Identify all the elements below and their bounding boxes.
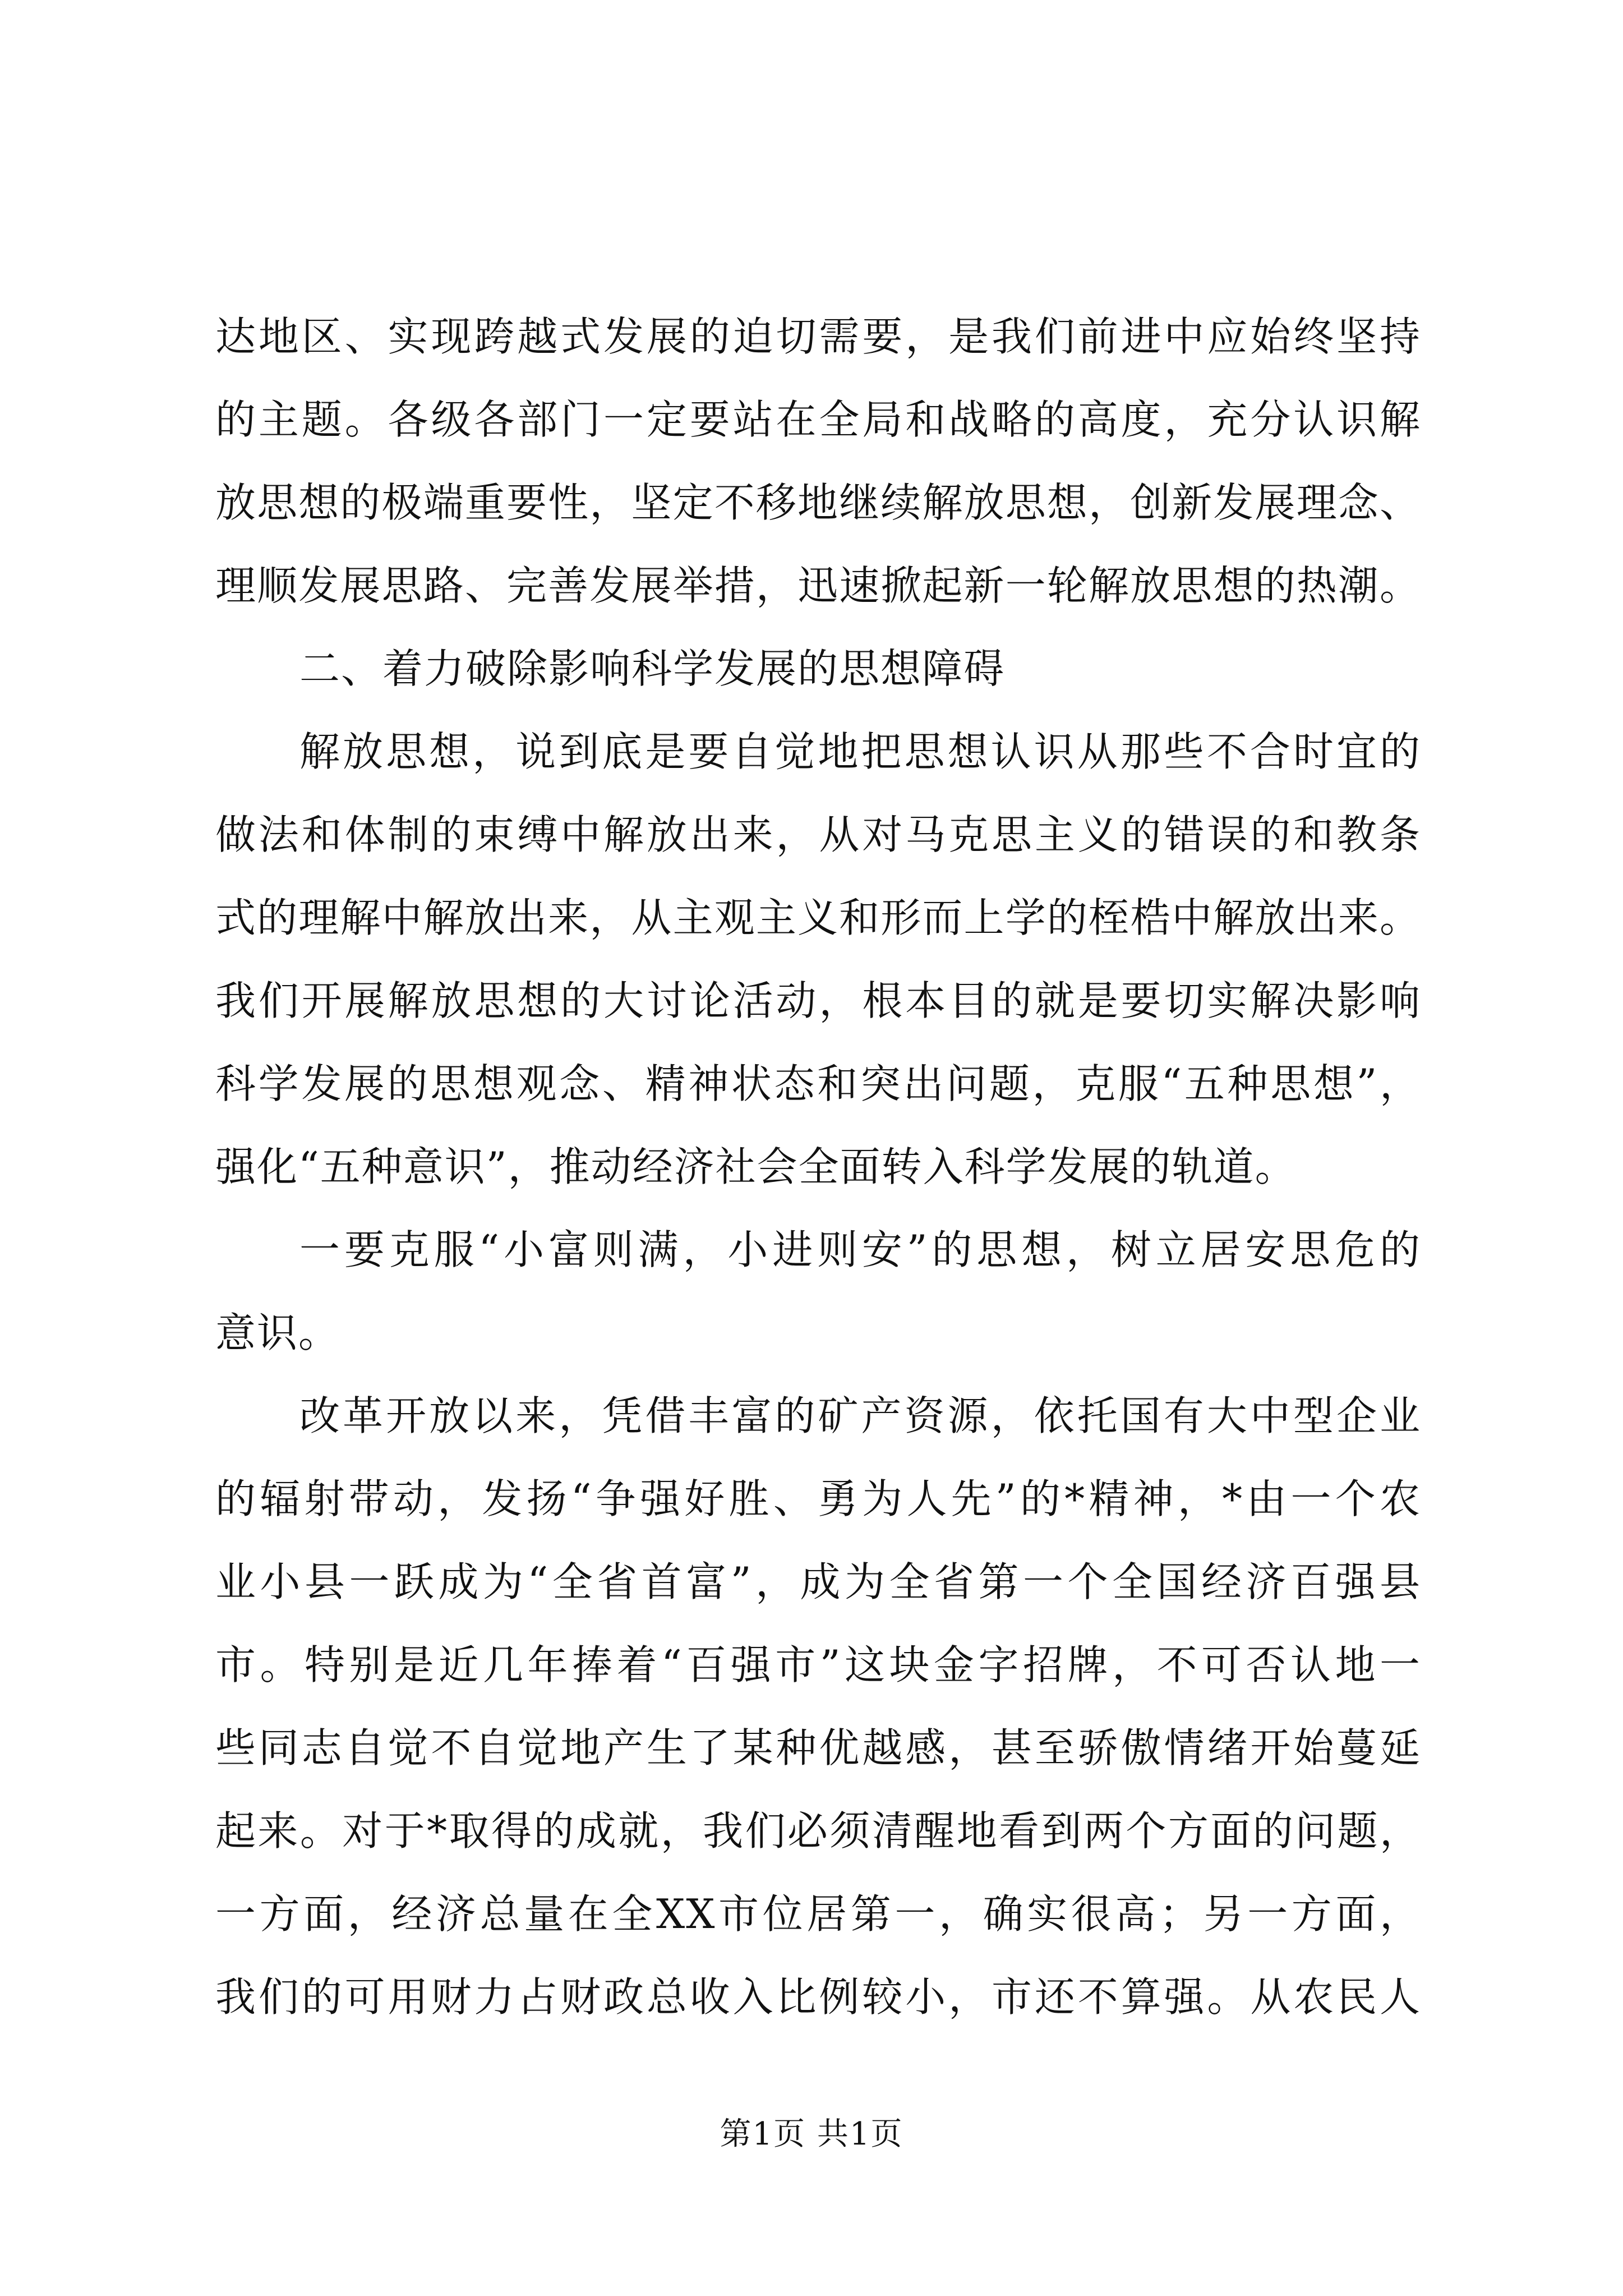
text-line: 达地区、实现跨越式发展的迫切需要，是我们前进中应始终坚持 (215, 313, 1421, 360)
text-line: 市。特别是近几年捧着“百强市”这块金字招牌，不可否认地一 (215, 1641, 1421, 1688)
text-line: 起来。对于*取得的成就，我们必须清醒地看到两个方面的问题， (215, 1807, 1421, 1855)
text-line: 的辐射带动，发扬“争强好胜、勇为人先”的*精神，*由一个农 (215, 1475, 1421, 1522)
text-line: 改革开放以来，凭借丰富的矿产资源，依托国有大中型企业 (299, 1392, 1421, 1439)
text-line: 强化“五种意识”，推动经济社会全面转入科学发展的轨道。 (215, 1143, 1297, 1190)
document-body (215, 0, 1421, 2076)
text-line: 的主题。各级各部门一定要站在全局和战略的高度，充分认识解 (215, 396, 1421, 443)
page-footer: 第1页 共1页 (720, 2116, 903, 2152)
text-line: 放思想的极端重要性，坚定不移地继续解放思想，创新发展理念、 (215, 479, 1421, 526)
text-line: 科学发展的思想观念、精神状态和突出问题，克服“五种思想”， (215, 1060, 1421, 1107)
text-line: 我们的可用财力占财政总收入比例较小，市还不算强。从农民人 (215, 1973, 1421, 2021)
text-line: 业小县一跃成为“全省首富”，成为全省第一个全国经济百强县 (215, 1558, 1421, 1605)
text-line: 式的理解中解放出来，从主观主义和形而上学的桎梏中解放出来。 (215, 894, 1421, 941)
text-line: 意识。 (215, 1309, 340, 1356)
section-heading: 二、着力破除影响科学发展的思想障碍 (299, 645, 1006, 692)
text-line: 我们开展解放思想的大讨论活动，根本目的就是要切实解决影响 (215, 977, 1421, 1024)
text-line: 做法和体制的束缚中解放出来，从对马克思主义的错误的和教条 (215, 811, 1421, 858)
text-line: 解放思想，说到底是要自觉地把思想认识从那些不合时宜的 (299, 728, 1421, 775)
text-line: 一方面，经济总量在全XX市位居第一，确实很高；另一方面， (215, 1890, 1421, 1938)
text-line: 一要克服“小富则满，小进则安”的思想，树立居安思危的 (299, 1226, 1421, 1273)
text-line: 理顺发展思路、完善发展举措，迅速掀起新一轮解放思想的热潮。 (215, 562, 1421, 609)
text-line: 些同志自觉不自觉地产生了某种优越感，甚至骄傲情绪开始蔓延 (215, 1724, 1421, 1772)
